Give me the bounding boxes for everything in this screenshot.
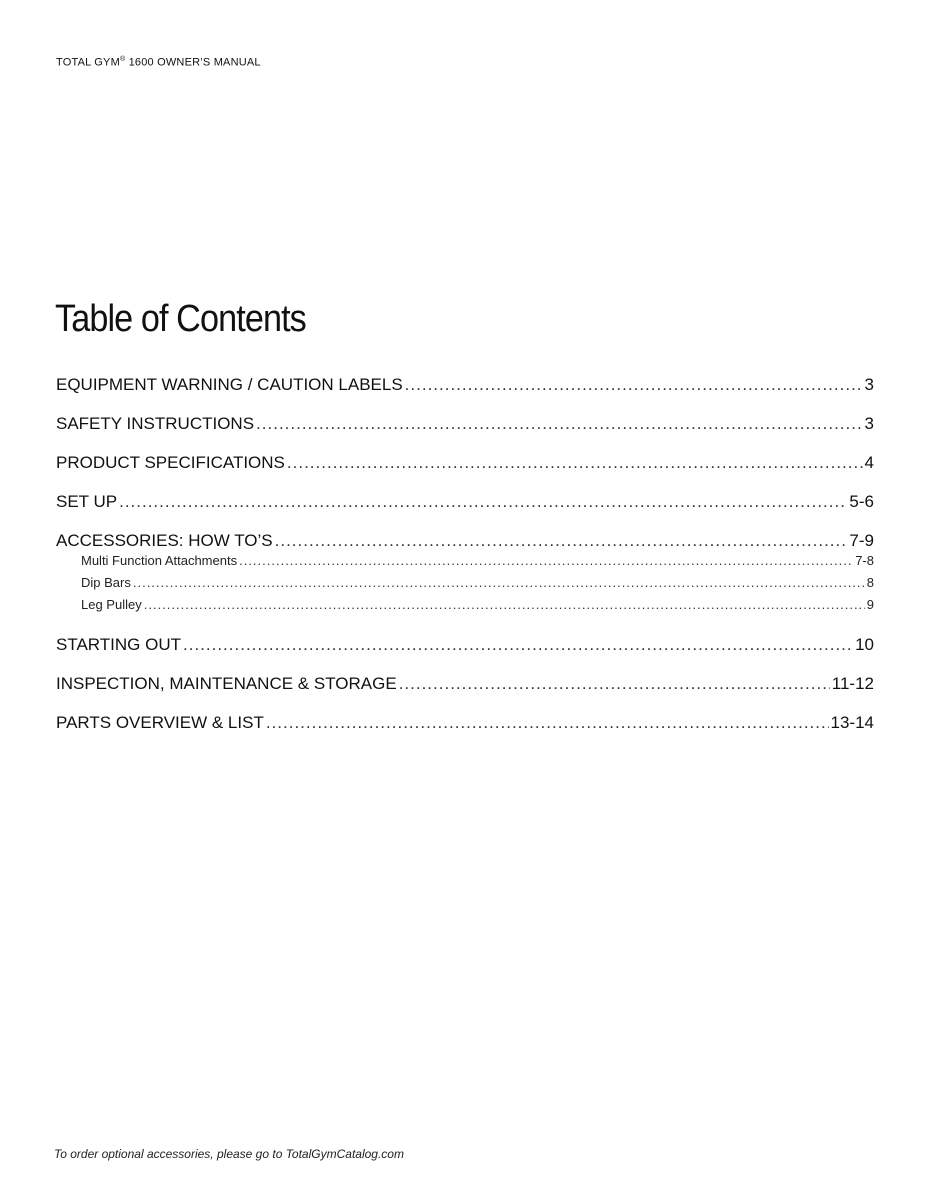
toc-subentry-page: 8 xyxy=(866,575,874,590)
toc-subentry-dip-bars[interactable] xyxy=(56,574,874,596)
toc-entry-label: ACCESSORIES: HOW TO’S xyxy=(56,531,273,550)
toc-entry-label: PRODUCT SPECIFICATIONS xyxy=(56,453,285,472)
dot-leader xyxy=(275,528,848,552)
dot-leader xyxy=(266,710,829,736)
toc-subentry-page: 7-8 xyxy=(855,553,874,568)
dot-leader xyxy=(144,596,865,614)
toc-subentry-page: 9 xyxy=(866,597,874,612)
page-footer-note: To order optional accessories, please go to TotalGymCatalog.com xyxy=(54,1147,404,1161)
running-header xyxy=(56,56,261,69)
registered-mark: ® xyxy=(119,56,126,63)
dot-leader xyxy=(287,450,863,476)
toc-entry-page: 11-12 xyxy=(831,674,874,693)
toc-entry-label: INSPECTION, MAINTENANCE & STORAGE xyxy=(56,674,397,693)
header-brand: TOTAL GYM xyxy=(56,56,120,69)
dot-leader xyxy=(256,411,862,437)
toc-subentry-leg-pulley[interactable] xyxy=(56,596,874,632)
toc-entry-starting-out[interactable] xyxy=(56,632,874,671)
toc-entry-page: 3 xyxy=(864,375,874,394)
toc-subentry-label: Leg Pulley xyxy=(81,597,142,612)
dot-leader xyxy=(133,574,865,592)
toc-entry-page: 3 xyxy=(864,414,874,433)
header-manual: 1600 OWNER’S MANUAL xyxy=(125,56,261,69)
toc-entry-label: PARTS OVERVIEW & LIST xyxy=(56,713,264,732)
toc-entry-label: SAFETY INSTRUCTIONS xyxy=(56,414,255,433)
page-title: Table of Contents xyxy=(55,298,306,340)
toc-entry-page: 5-6 xyxy=(849,492,874,511)
toc-entry-accessories[interactable] xyxy=(56,528,874,552)
dot-leader xyxy=(399,671,830,697)
toc-entry-specifications[interactable] xyxy=(56,450,874,489)
toc-entry-page: 10 xyxy=(855,635,874,654)
toc-subentry-label: Multi Function Attachments xyxy=(81,553,238,568)
dot-leader xyxy=(183,632,853,658)
toc-entry-label: SET UP xyxy=(56,492,118,511)
toc-entry-page: 7-9 xyxy=(849,531,874,550)
table-of-contents xyxy=(56,372,874,749)
toc-entry-warning-labels[interactable] xyxy=(56,372,874,411)
toc-subentry-multi-function[interactable] xyxy=(56,552,874,574)
toc-subentry-label: Dip Bars xyxy=(81,575,131,590)
toc-entry-set-up[interactable] xyxy=(56,489,874,528)
toc-entry-parts[interactable] xyxy=(56,710,874,749)
toc-entry-page: 4 xyxy=(864,453,874,472)
toc-entry-safety[interactable] xyxy=(56,411,874,450)
dot-leader xyxy=(119,489,847,515)
toc-entry-label: STARTING OUT xyxy=(56,635,181,654)
toc-entry-label: EQUIPMENT WARNING / CAUTION LABELS xyxy=(56,375,403,394)
toc-entry-page: 13-14 xyxy=(830,713,874,732)
dot-leader xyxy=(405,372,863,398)
toc-entry-inspection[interactable] xyxy=(56,671,874,710)
dot-leader xyxy=(239,552,853,570)
